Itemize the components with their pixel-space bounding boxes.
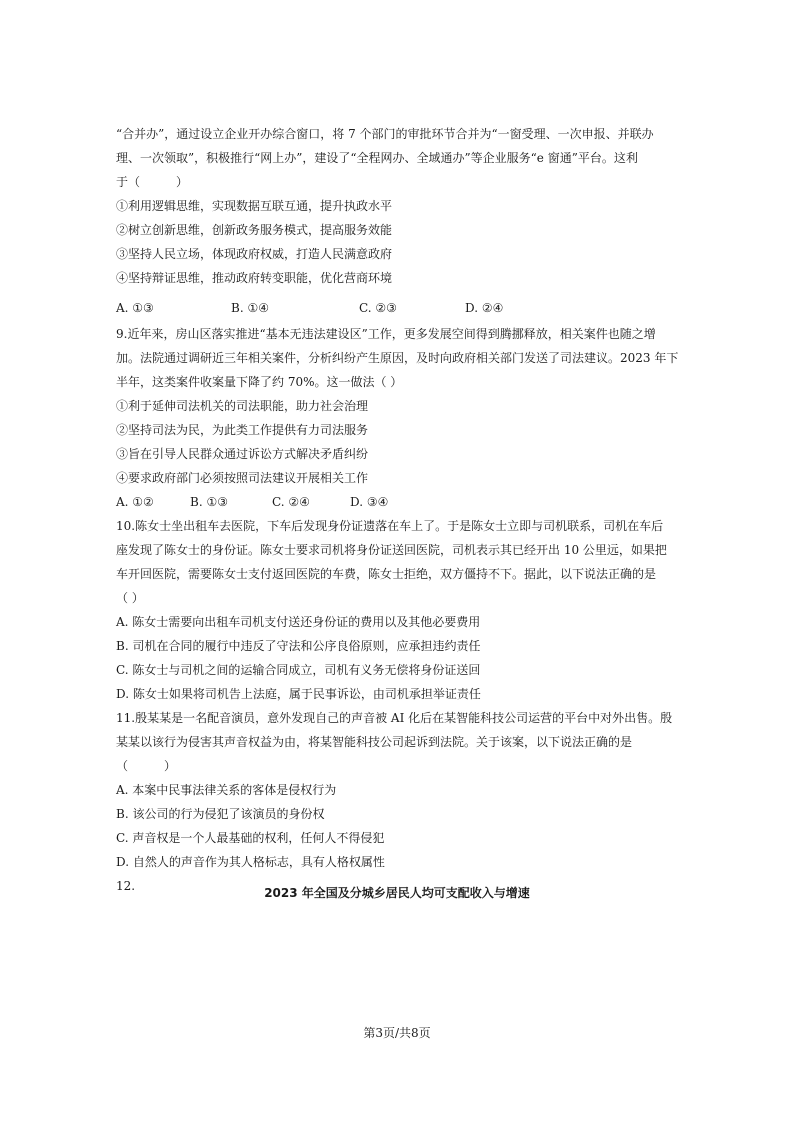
choice-a: A. ①③ [116,301,154,315]
page-content [116,122,686,898]
choice-d: D. ②④ [465,301,504,315]
question-text-line: 座发现了陈女士的身份证。陈女士要求司机将身份证送回医院，司机表示其已经开出 10 公里远，如果把 [116,543,667,557]
answer-option-c: C. 陈女士与司机之间的运输合同成立，司机有义务无偿将身份证送回 [116,663,481,677]
statement-option: ③旨在引导人民群众通过诉讼方式解决矛盾纠纷 [116,447,369,461]
question-text-line: （ ） [116,759,177,773]
statement-option: ④要求政府部门必须按照司法建议开展相关工作 [116,471,369,485]
question-11 [116,706,686,874]
answer-option-c: C. 声音权是一个人最基础的权利，任何人不得侵犯 [116,831,385,845]
question-text-line: 11.殷某某是一名配音演员，意外发现自己的声音被 AI 化后在某智能科技公司运营的平台中对外出售。殷 [116,711,673,725]
question-text-line: 9.近年来，房山区落实推进“基本无违法建设区”工作，更多发展空间得到腾挪释放，相关案件也随之增 [116,327,656,341]
answer-option-a: A. 陈女士需要向出租车司机支付送还身份证的费用以及其他必要费用 [116,615,481,629]
question-text-line: “合并办”，通过设立企业开办综合窗口，将 7 个部门的审批环节合并为“一窗受理、一次申报、并联办 [116,127,654,141]
answer-option-d: D. 自然人的声音作为其人格标志，具有人格权属性 [116,855,385,869]
answer-option-a: A. 本案中民事法律关系的客体是侵权行为 [116,783,337,797]
answer-choices [116,490,686,514]
question-text-line: 理、一次领取”，积极推行“网上办”，建设了“全程网办、全域通办”等企业服务“e 窗通”平台。这利 [116,151,638,165]
question-text-line: 车开回医院，需要陈女士支付返回医院的车费，陈女士拒绝，双方僵持不下。据此，以下说法正确的是 [116,567,657,581]
choice-c: C. ②④ [272,495,310,509]
choice-b: B. ①③ [190,495,228,509]
question-8 [116,122,686,320]
choice-c: C. ②③ [359,301,397,315]
question-text-line: 10.陈女士坐出租车去医院，下车后发现身份证遗落在车上了。于是陈女士立即与司机联系，司机在车后 [116,519,664,533]
question-text-line: 加。法院通过调研近三年相关案件，分析纠纷产生原因，及时向政府相关部门发送了司法建议。2023 年下 [116,351,679,365]
statement-option: ②树立创新思维，创新政务服务模式，提高服务效能 [116,223,393,237]
question-text-line: 某某以该行为侵害其声音权益为由，将某智能科技公司起诉到法院。关于该案，以下说法正确的是 [116,735,633,749]
statement-option: ②坚持司法为民，为此类工作提供有力司法服务 [116,423,369,437]
statement-option: ①利用逻辑思维，实现数据互联互通，提升执政水平 [116,199,393,213]
question-9 [116,322,686,514]
chart-title: 2023 年全国及分城乡居民人均可支配收入与增速 [264,886,530,900]
answer-option-b: B. 该公司的行为侵犯了该演员的身份权 [116,807,325,821]
answer-option-d: D. 陈女士如果将司机告上法庭，属于民事诉讼，由司机承担举证责任 [116,687,481,701]
page-footer: 第3页/共8页 [363,1026,431,1040]
choice-b: B. ①④ [231,301,269,315]
question-10 [116,514,686,706]
statement-option: ④坚持辩证思维，推动政府转变职能，优化营商环境 [116,271,393,285]
choice-a: A. ①② [116,495,154,509]
question-text-line: 半年，这类案件收案量下降了约 70%。这一做法（ ） [116,375,403,389]
question-text-line: 于（ ） [116,175,189,189]
question-number: 12. [116,879,136,893]
choice-d: D. ③④ [350,495,389,509]
answer-option-b: B. 司机在合同的履行中违反了守法和公序良俗原则，应承担违约责任 [116,639,481,653]
statement-option: ③坚持人民立场，体现政府权威，打造人民满意政府 [116,247,393,261]
answer-choices [116,296,686,320]
question-text-line: （ ） [116,591,144,605]
statement-option: ①利于延伸司法机关的司法职能，助力社会治理 [116,399,369,413]
